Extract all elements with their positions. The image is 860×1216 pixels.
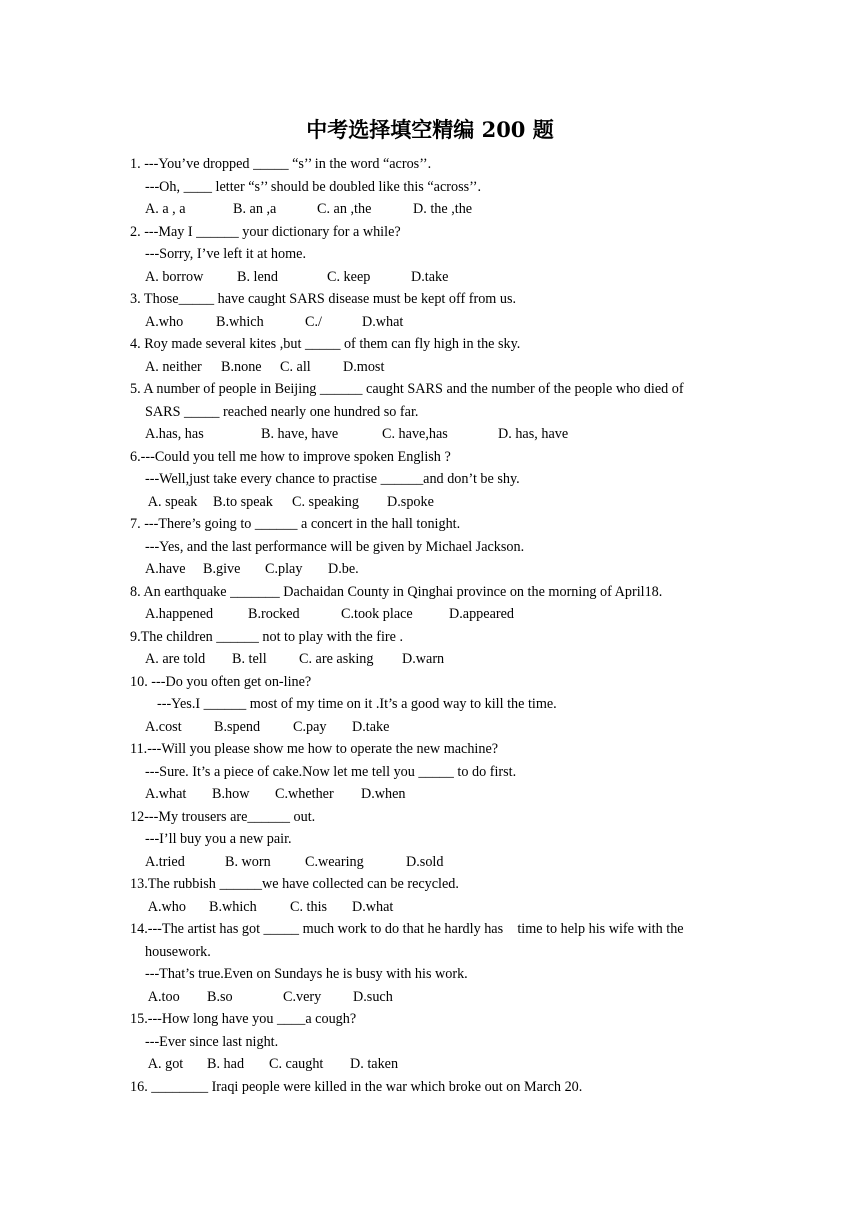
question-text: ---Sorry, I’ve left it at home. (145, 246, 306, 262)
option-c: C.took place (341, 606, 413, 622)
question-8 (130, 581, 740, 626)
options-row (130, 986, 740, 1009)
option-d: D.what (352, 898, 394, 915)
question-text: 14.---The artist has got _____ much work to do that he hardly has time to help his wife with the (130, 921, 684, 937)
option-c: C. speaking (292, 493, 359, 510)
options-row (130, 603, 740, 626)
option-b: B.how (212, 786, 250, 802)
question-text: 16. ________ Iraqi people were killed in the war which broke out on March 20. (130, 1078, 583, 1095)
question-4 (130, 333, 740, 378)
option-b: B.none (221, 358, 262, 375)
question-text: 7. ---There’s going to ______ a concert in the hall tonight. (130, 516, 461, 532)
option-d: D.take (411, 268, 449, 285)
option-c: C.wearing (305, 853, 364, 870)
question-text: ---Yes.I ______ most of my time on it .It’s a good way to kill the time. (157, 696, 557, 712)
option-c: C. this (290, 898, 328, 915)
option-b: B.spend (214, 718, 261, 735)
question-11 (130, 738, 740, 806)
option-b: B. worn (225, 853, 271, 870)
question-text: 8. An earthquake _______ Dachaidan County in Qinghai province on the morning of April18. (130, 583, 663, 600)
question-text: 9.The children ______ not to play with the fire . (130, 628, 404, 645)
option-a: A.happened (145, 606, 214, 622)
options-row (130, 423, 740, 446)
question-text: 3. Those_____ have caught SARS disease must be kept off from us. (130, 291, 517, 307)
option-c: C. have,has (382, 426, 448, 442)
question-16 (130, 1076, 740, 1099)
option-a: A.what (145, 786, 187, 802)
option-b: B.which (216, 313, 264, 330)
question-text: housework. (145, 943, 211, 960)
question-13 (130, 873, 740, 918)
option-b: B. have, have (261, 426, 339, 442)
option-a: A. are told (145, 651, 206, 667)
option-b: B. an ,a (233, 201, 277, 217)
question-text: ---Well,just take every chance to practise ______and don’t be shy. (145, 471, 520, 487)
option-d: D.spoke (387, 493, 434, 510)
option-a: A.has, has (145, 426, 204, 442)
options-row (130, 1053, 740, 1076)
option-c: C.whether (275, 786, 334, 802)
option-c: C. all (280, 358, 311, 375)
options-row (130, 311, 740, 334)
option-c: C.very (283, 988, 322, 1005)
question-text: ---Oh, ____ letter “s’’ should be doubled like this “across’’. (145, 178, 482, 195)
question-12 (130, 806, 740, 874)
option-d: D.sold (406, 853, 444, 870)
option-d: D.most (343, 358, 385, 375)
option-a: A. speak (145, 493, 198, 510)
option-c: C.play (265, 561, 303, 577)
option-d: D. taken (350, 1056, 399, 1072)
question-10 (130, 671, 740, 739)
question-text: 15.---How long have you ____a cough? (130, 1011, 357, 1027)
question-text: 13.The rubbish ______we have collected can be recycled. (130, 876, 459, 892)
option-d: D.such (353, 988, 393, 1005)
option-c: C. an ,the (317, 201, 372, 217)
option-a: A.too (145, 988, 180, 1005)
options-row (130, 896, 740, 919)
option-d: D.what (362, 313, 404, 330)
options-row (130, 558, 740, 581)
option-b: B. lend (237, 268, 278, 285)
option-a: A.who (145, 313, 184, 330)
options-row (130, 851, 740, 874)
options-row (130, 356, 740, 379)
option-d: D.appeared (449, 606, 514, 622)
option-d: D.when (361, 786, 406, 802)
question-text: ---That’s true.Even on Sundays he is busy with his work. (145, 966, 468, 982)
question-1 (130, 153, 740, 221)
question-7 (130, 513, 740, 581)
option-b: B. tell (232, 651, 267, 667)
options-row (130, 198, 740, 221)
question-5 (130, 378, 740, 446)
question-text: 11.---Will you please show me how to operate the new machine? (130, 741, 499, 757)
option-c: C. are asking (299, 651, 374, 667)
option-c: C.pay (293, 718, 327, 735)
question-text: ---Yes, and the last performance will be given by Michael Jackson. (145, 538, 525, 555)
question-text: 12---My trousers are______ out. (130, 808, 316, 825)
option-a: A.tried (145, 853, 185, 870)
option-c: C. caught (269, 1056, 324, 1072)
question-2 (130, 221, 740, 289)
option-a: A. neither (145, 358, 202, 375)
question-text: 5. A number of people in Beijing ______ caught SARS and the number of the people who died of (130, 381, 684, 397)
option-d: D.be. (328, 561, 359, 577)
options-row (130, 491, 740, 514)
options-row (130, 648, 740, 671)
option-b: B.which (209, 898, 257, 915)
question-text: ---Sure. It’s a piece of cake.Now let me tell you _____ to do first. (145, 763, 517, 780)
question-14 (130, 918, 740, 1008)
question-text: ---I’ll buy you a new pair. (145, 831, 292, 847)
options-row (130, 716, 740, 739)
question-text: 2. ---May I ______ your dictionary for a while? (130, 223, 401, 240)
option-d: D. the ,the (413, 201, 473, 217)
option-a: A.have (145, 561, 186, 577)
option-b: B. had (207, 1056, 245, 1072)
option-a: A. borrow (145, 268, 204, 285)
page-title: 中考选择填空精编 200 题 (306, 117, 554, 142)
option-b: B.rocked (248, 606, 300, 622)
option-a: A. got (145, 1056, 184, 1072)
option-d: D.warn (402, 651, 445, 667)
question-text: ---Ever since last night. (145, 1033, 279, 1050)
question-text: 6.---Could you tell me how to improve spoken English ? (130, 448, 451, 465)
option-a: A.cost (145, 718, 182, 735)
question-6 (130, 446, 740, 514)
question-list (130, 153, 740, 1098)
options-row (130, 266, 740, 289)
question-3 (130, 288, 740, 333)
question-text: 10. ---Do you often get on-line? (130, 673, 312, 690)
option-b: B.to speak (213, 493, 273, 510)
option-b: B.so (207, 988, 233, 1005)
question-text: SARS _____ reached nearly one hundred so far. (145, 403, 419, 420)
option-a: A.who (145, 898, 186, 915)
option-c: C. keep (327, 268, 371, 285)
options-row (130, 783, 740, 806)
option-d: D.take (352, 718, 390, 735)
option-d: D. has, have (498, 426, 569, 442)
question-text: 1. ---You’ve dropped _____ “s’’ in the word “acros’’. (130, 156, 432, 172)
question-15 (130, 1008, 740, 1076)
question-text: 4. Roy made several kites ,but _____ of them can fly high in the sky. (130, 336, 521, 352)
option-c: C./ (305, 313, 322, 330)
question-9 (130, 626, 740, 671)
option-a: A. a , a (145, 201, 186, 217)
option-b: B.give (203, 561, 241, 577)
